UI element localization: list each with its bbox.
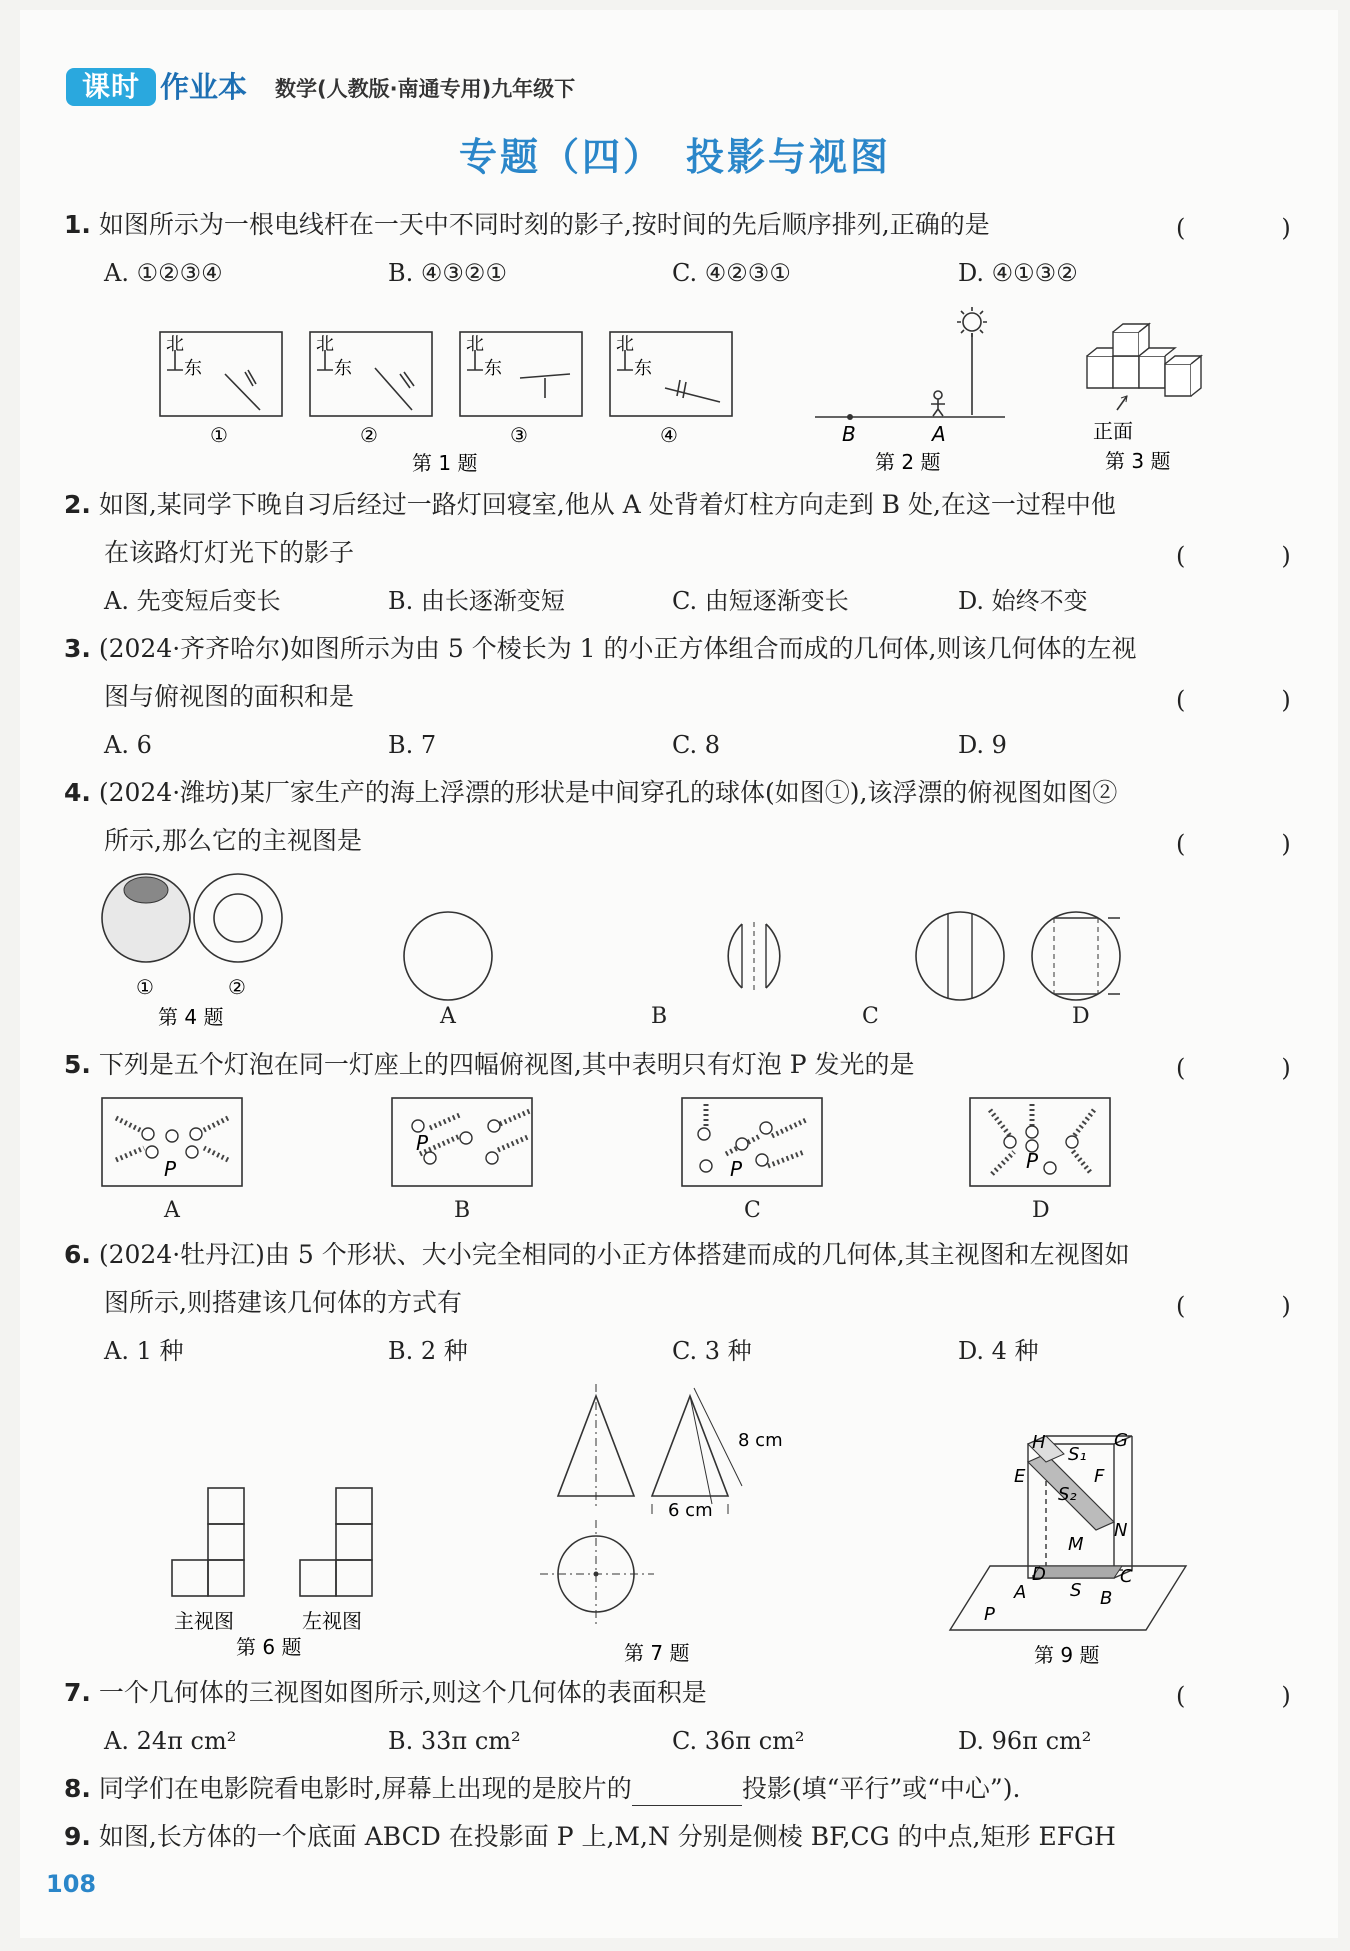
question-text: (2024·齐齐哈尔)如图所示为由 5 个棱长为 1 的小正方体组合而成的几何体,则该几何体的左视 — [98, 634, 1137, 663]
question-text: (2024·牡丹江)由 5 个形状、大小完全相同的小正方体搭建而成的几何体,其主视图和左视图如 — [98, 1240, 1130, 1269]
option-c: C — [744, 1198, 761, 1223]
question-text: 同学们在电影院看电影时,屏幕上出现的是胶片的 — [98, 1774, 632, 1803]
vertex-c: C — [1120, 1566, 1133, 1587]
option-a: A. ①②③④ — [104, 259, 223, 287]
option-c: C. 36π cm² — [672, 1727, 805, 1755]
option-b: B — [651, 1004, 668, 1029]
option-d: D. 96π cm² — [958, 1727, 1092, 1755]
option-a: A. 1 种 — [104, 1337, 184, 1365]
option-b: B — [454, 1198, 471, 1223]
question-8 — [64, 1772, 1020, 1806]
front-label: 正面 — [1093, 419, 1133, 443]
vertex-a: A — [1014, 1582, 1027, 1603]
question-number: 5. — [64, 1050, 91, 1079]
question-text: 如图,某同学下晚自习后经过一路灯回寝室,他从 A 处背着灯柱方向走到 B 处,在这一过程中他 — [98, 490, 1116, 519]
point-n: N — [1114, 1520, 1128, 1541]
option-d: D. 4 种 — [958, 1337, 1039, 1365]
question-number: 3. — [64, 634, 91, 663]
panel-label: ② — [228, 975, 246, 999]
figure-9 — [940, 1432, 1200, 1672]
question-number: 8. — [64, 1774, 91, 1803]
question-text: 如图所示为一根电线杆在一天中不同时刻的影子,按时间的先后顺序排列,正确的是 — [98, 210, 990, 239]
north-label: 北 — [316, 334, 334, 355]
question-3 — [64, 632, 1137, 666]
vertex-b: B — [1100, 1588, 1113, 1609]
option-a: A — [164, 1198, 180, 1223]
vertex-d: D — [1032, 1564, 1046, 1585]
figure-6 — [160, 1480, 400, 1660]
question-text: 下列是五个灯泡在同一灯座上的四幅俯视图,其中表明只有灯泡 P 发光的是 — [98, 1050, 915, 1079]
area-s1: S₁ — [1068, 1444, 1087, 1465]
option-c: C. 8 — [672, 731, 721, 759]
figure-caption: 第 9 题 — [1034, 1643, 1100, 1667]
question-2 — [64, 488, 1116, 522]
bulb-p-label: P — [1026, 1149, 1039, 1173]
option-c: C. 3 种 — [672, 1337, 752, 1365]
question-number: 9. — [64, 1822, 91, 1851]
page-title: 专题（四） 投影与视图 — [458, 135, 891, 179]
option-c: C. 由短逐渐变长 — [672, 587, 849, 615]
question-number: 4. — [64, 778, 91, 807]
option-b: B. 由长逐渐变短 — [388, 587, 565, 615]
question-text-cont: 所示,那么它的主视图是 — [104, 826, 362, 855]
slant-length-label: 8 cm — [738, 1430, 783, 1451]
option-c: C. ④②③① — [672, 259, 791, 287]
point-m: M — [1068, 1534, 1084, 1555]
north-label: 北 — [166, 334, 184, 355]
option-b: B. ④③②① — [388, 259, 507, 287]
option-b: B. 33π cm² — [388, 1727, 521, 1755]
answer-paren: ( ) — [1176, 214, 1327, 242]
figure-5 — [100, 1096, 1120, 1196]
answer-blank[interactable] — [632, 1781, 742, 1806]
east-label: 东 — [334, 358, 352, 379]
figure-caption: 第 3 题 — [1105, 449, 1171, 473]
option-d: D. 9 — [958, 731, 1007, 759]
question-9 — [64, 1820, 1116, 1854]
question-number: 6. — [64, 1240, 91, 1269]
option-b: B. 2 种 — [388, 1337, 468, 1365]
question-text-cont: 图所示,则搭建该几何体的方式有 — [104, 1288, 462, 1317]
east-label: 东 — [634, 358, 652, 379]
answer-paren: ( ) — [1176, 542, 1327, 570]
option-a: A — [440, 1004, 456, 1029]
point-a-label: A — [932, 422, 946, 446]
question-text-cont: 图与俯视图的面积和是 — [104, 682, 355, 711]
question-6 — [64, 1238, 1130, 1272]
figure-caption: 第 6 题 — [236, 1635, 302, 1659]
point-b-label: B — [842, 422, 856, 446]
answer-paren: ( ) — [1176, 1054, 1327, 1082]
page-number: 108 — [46, 1870, 97, 1898]
option-b: B. 7 — [388, 731, 437, 759]
answer-paren: ( ) — [1176, 686, 1327, 714]
panel-label: ④ — [660, 423, 678, 447]
bulb-p-label: P — [416, 1131, 429, 1155]
question-5 — [64, 1048, 915, 1082]
vertex-g: G — [1114, 1432, 1128, 1451]
base-length-label: 6 cm — [668, 1500, 713, 1521]
subject-text: 数学(人教版·南通专用)九年级下 — [275, 77, 576, 101]
option-d: D. 始终不变 — [958, 587, 1088, 615]
option-c: C — [862, 1004, 879, 1029]
question-number: 7. — [64, 1678, 91, 1707]
bulb-p-label: P — [730, 1157, 743, 1181]
answer-paren: ( ) — [1176, 1292, 1327, 1320]
question-text: (2024·潍坊)某厂家生产的海上浮漂的形状是中间穿孔的球体(如图①),该浮漂的俯视图如图② — [98, 778, 1118, 807]
figure-1 — [150, 320, 750, 480]
vertex-h: H — [1032, 1432, 1046, 1453]
question-text: 一个几何体的三视图如图所示,则这个几何体的表面积是 — [98, 1678, 707, 1707]
option-a: A. 6 — [104, 731, 152, 759]
figure-7 — [530, 1384, 810, 1674]
panel-label: ③ — [510, 423, 528, 447]
question-4 — [64, 776, 1117, 810]
north-label: 北 — [616, 334, 634, 355]
figure-3 — [1075, 318, 1215, 478]
figure-caption: 第 4 题 — [158, 1005, 224, 1029]
front-view-label: 主视图 — [174, 1609, 234, 1633]
figure-caption: 第 1 题 — [412, 451, 478, 475]
panel-label: ① — [136, 975, 154, 999]
question-text-cont: 在该路灯灯光下的影子 — [104, 538, 355, 567]
vertex-f: F — [1094, 1466, 1105, 1487]
question-1 — [64, 208, 990, 242]
area-s2: S₂ — [1058, 1484, 1077, 1505]
brand-logo: 课时 — [66, 68, 156, 106]
question-text-after: 投影(填“平行”或“中心”). — [741, 1774, 1021, 1803]
figure-4 — [90, 872, 1120, 1042]
subject-line — [275, 76, 575, 102]
question-7 — [64, 1676, 707, 1710]
option-d: D. ④①③② — [958, 259, 1078, 287]
option-d: D — [1032, 1198, 1050, 1223]
point-b — [847, 414, 853, 420]
plane-p: P — [984, 1604, 995, 1625]
book-name: 作业本 — [160, 70, 248, 104]
vertex-e: E — [1014, 1466, 1026, 1487]
question-number: 1. — [64, 210, 91, 239]
panel-label: ① — [210, 423, 228, 447]
area-s: S — [1070, 1580, 1082, 1601]
answer-paren: ( ) — [1176, 830, 1327, 858]
figure-2 — [810, 305, 1010, 480]
east-label: 东 — [484, 358, 502, 379]
north-label: 北 — [466, 334, 484, 355]
answer-paren: ( ) — [1176, 1682, 1327, 1710]
figure-caption: 第 2 题 — [875, 450, 941, 474]
east-label: 东 — [184, 358, 202, 379]
left-view-label: 左视图 — [302, 1609, 362, 1633]
question-number: 2. — [64, 490, 91, 519]
option-d: D — [1072, 1004, 1090, 1029]
option-a: A. 24π cm² — [104, 1727, 237, 1755]
question-text: 如图,长方体的一个底面 ABCD 在投影面 P 上,M,N 分别是侧棱 BF,CG 的中点,矩形 EFGH — [98, 1822, 1116, 1851]
panel-label: ② — [360, 423, 378, 447]
option-a: A. 先变短后变长 — [104, 587, 281, 615]
figure-caption: 第 7 题 — [624, 1641, 690, 1665]
bulb-p-label: P — [164, 1157, 177, 1181]
